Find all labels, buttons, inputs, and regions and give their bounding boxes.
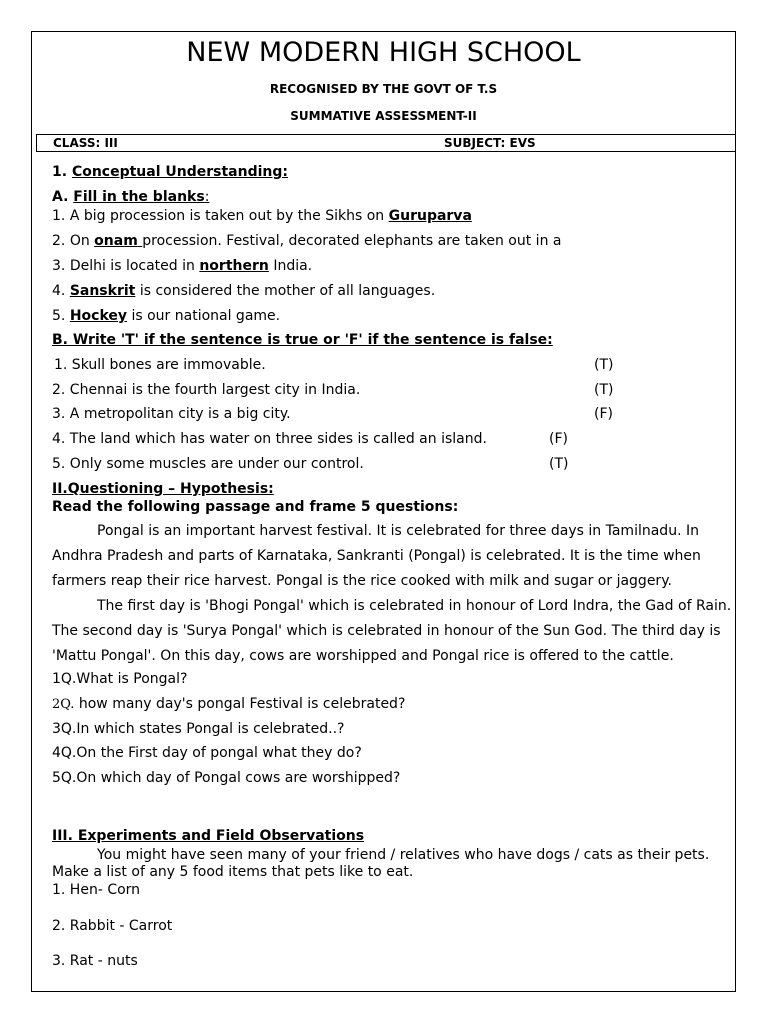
passage-paragraph-1: Pongal is an important harvest festival. It is celebrated for three days in Tamilnadu. In Andhra Pradesh and parts of Karnataka, Sankranti (Pongal) is celebrated. It is the time when farmers reap their rice harvest. Pongal is the rice cooked with milk and sugar or jaggery. (52, 523, 701, 589)
tf-item-1: 1. Skull bones are immovable. (54, 357, 266, 373)
tf-answer-4: (F) (549, 431, 568, 447)
partB-heading: B. Write 'T' if the sentence is true or 'F' if the sentence is false: (52, 332, 553, 348)
assessment-title: SUMMATIVE ASSESSMENT-II (290, 109, 477, 123)
fill-item-5: 5. Hockey is our national game. (52, 308, 281, 324)
fill-item-1: 1. A big procession is taken out by the Sikhs on Guruparva (52, 208, 472, 224)
section1-heading: 1. Conceptual Understanding: (52, 164, 288, 180)
passage-paragraph-2: The first day is 'Bhogi Pongal' which is celebrated in honour of Lord Indra, the Gad of Rain. The second day is 'Surya Pongal' which is celebrated in honour of the Sun God. The third day is 'Mattu Pongal'. On this day, cows are worshipped and Pongal rice is offered to the cattle. (52, 598, 732, 664)
class-label: CLASS: III (53, 136, 118, 150)
question-3: 3Q.In which states Pongal is celebrated..? (52, 721, 345, 737)
tf-item-3: 3. A metropolitan city is a big city. (52, 406, 291, 422)
worksheet-page (31, 31, 736, 992)
food-item-3: 3. Rat - nuts (52, 953, 138, 969)
tf-item-4: 4. The land which has water on three sides is called an island. (52, 431, 487, 447)
section3-intro-line-1: You might have seen many of your friend / relatives who have dogs / cats as their pets. (97, 847, 710, 863)
subject-label: SUBJECT: EVS (444, 136, 536, 150)
tf-answer-1: (T) (594, 357, 614, 373)
school-name: NEW MODERN HIGH SCHOOL (186, 37, 581, 68)
question-1: 1Q.What is Pongal? (52, 671, 188, 687)
food-item-2: 2. Rabbit - Carrot (52, 918, 173, 934)
class-subject-bar (36, 134, 736, 152)
section2-heading: II.Questioning – Hypothesis: (52, 481, 274, 497)
fill-item-3: 3. Delhi is located in northern India. (52, 258, 313, 274)
section2-instruction: Read the following passage and frame 5 questions: (52, 499, 459, 515)
fill-item-2: 2. On onam procession. Festival, decorated elephants are taken out in a (52, 233, 562, 249)
tf-answer-5: (T) (549, 456, 569, 472)
tf-item-2: 2. Chennai is the fourth largest city in India. (52, 382, 361, 398)
tf-item-5: 5. Only some muscles are under our control. (52, 456, 364, 472)
tf-answer-2: (T) (594, 382, 614, 398)
tf-answer-3: (F) (594, 406, 613, 422)
fill-item-4: 4. Sanskrit is considered the mother of all languages. (52, 283, 436, 299)
section3-intro-line-2: Make a list of any 5 food items that pets like to eat. (52, 864, 414, 880)
section3-heading: III. Experiments and Field Observations (52, 828, 365, 844)
partA-heading: A. Fill in the blanks: (52, 189, 210, 205)
food-item-1: 1. Hen- Corn (52, 882, 141, 898)
recognition-line: RECOGNISED BY THE GOVT OF T.S (269, 82, 498, 96)
question-4: 4Q.On the First day of pongal what they do? (52, 745, 362, 761)
question-5: 5Q.On which day of Pongal cows are worshipped? (52, 770, 401, 786)
question-2: 2Q. how many day's pongal Festival is celebrated? (52, 696, 406, 712)
